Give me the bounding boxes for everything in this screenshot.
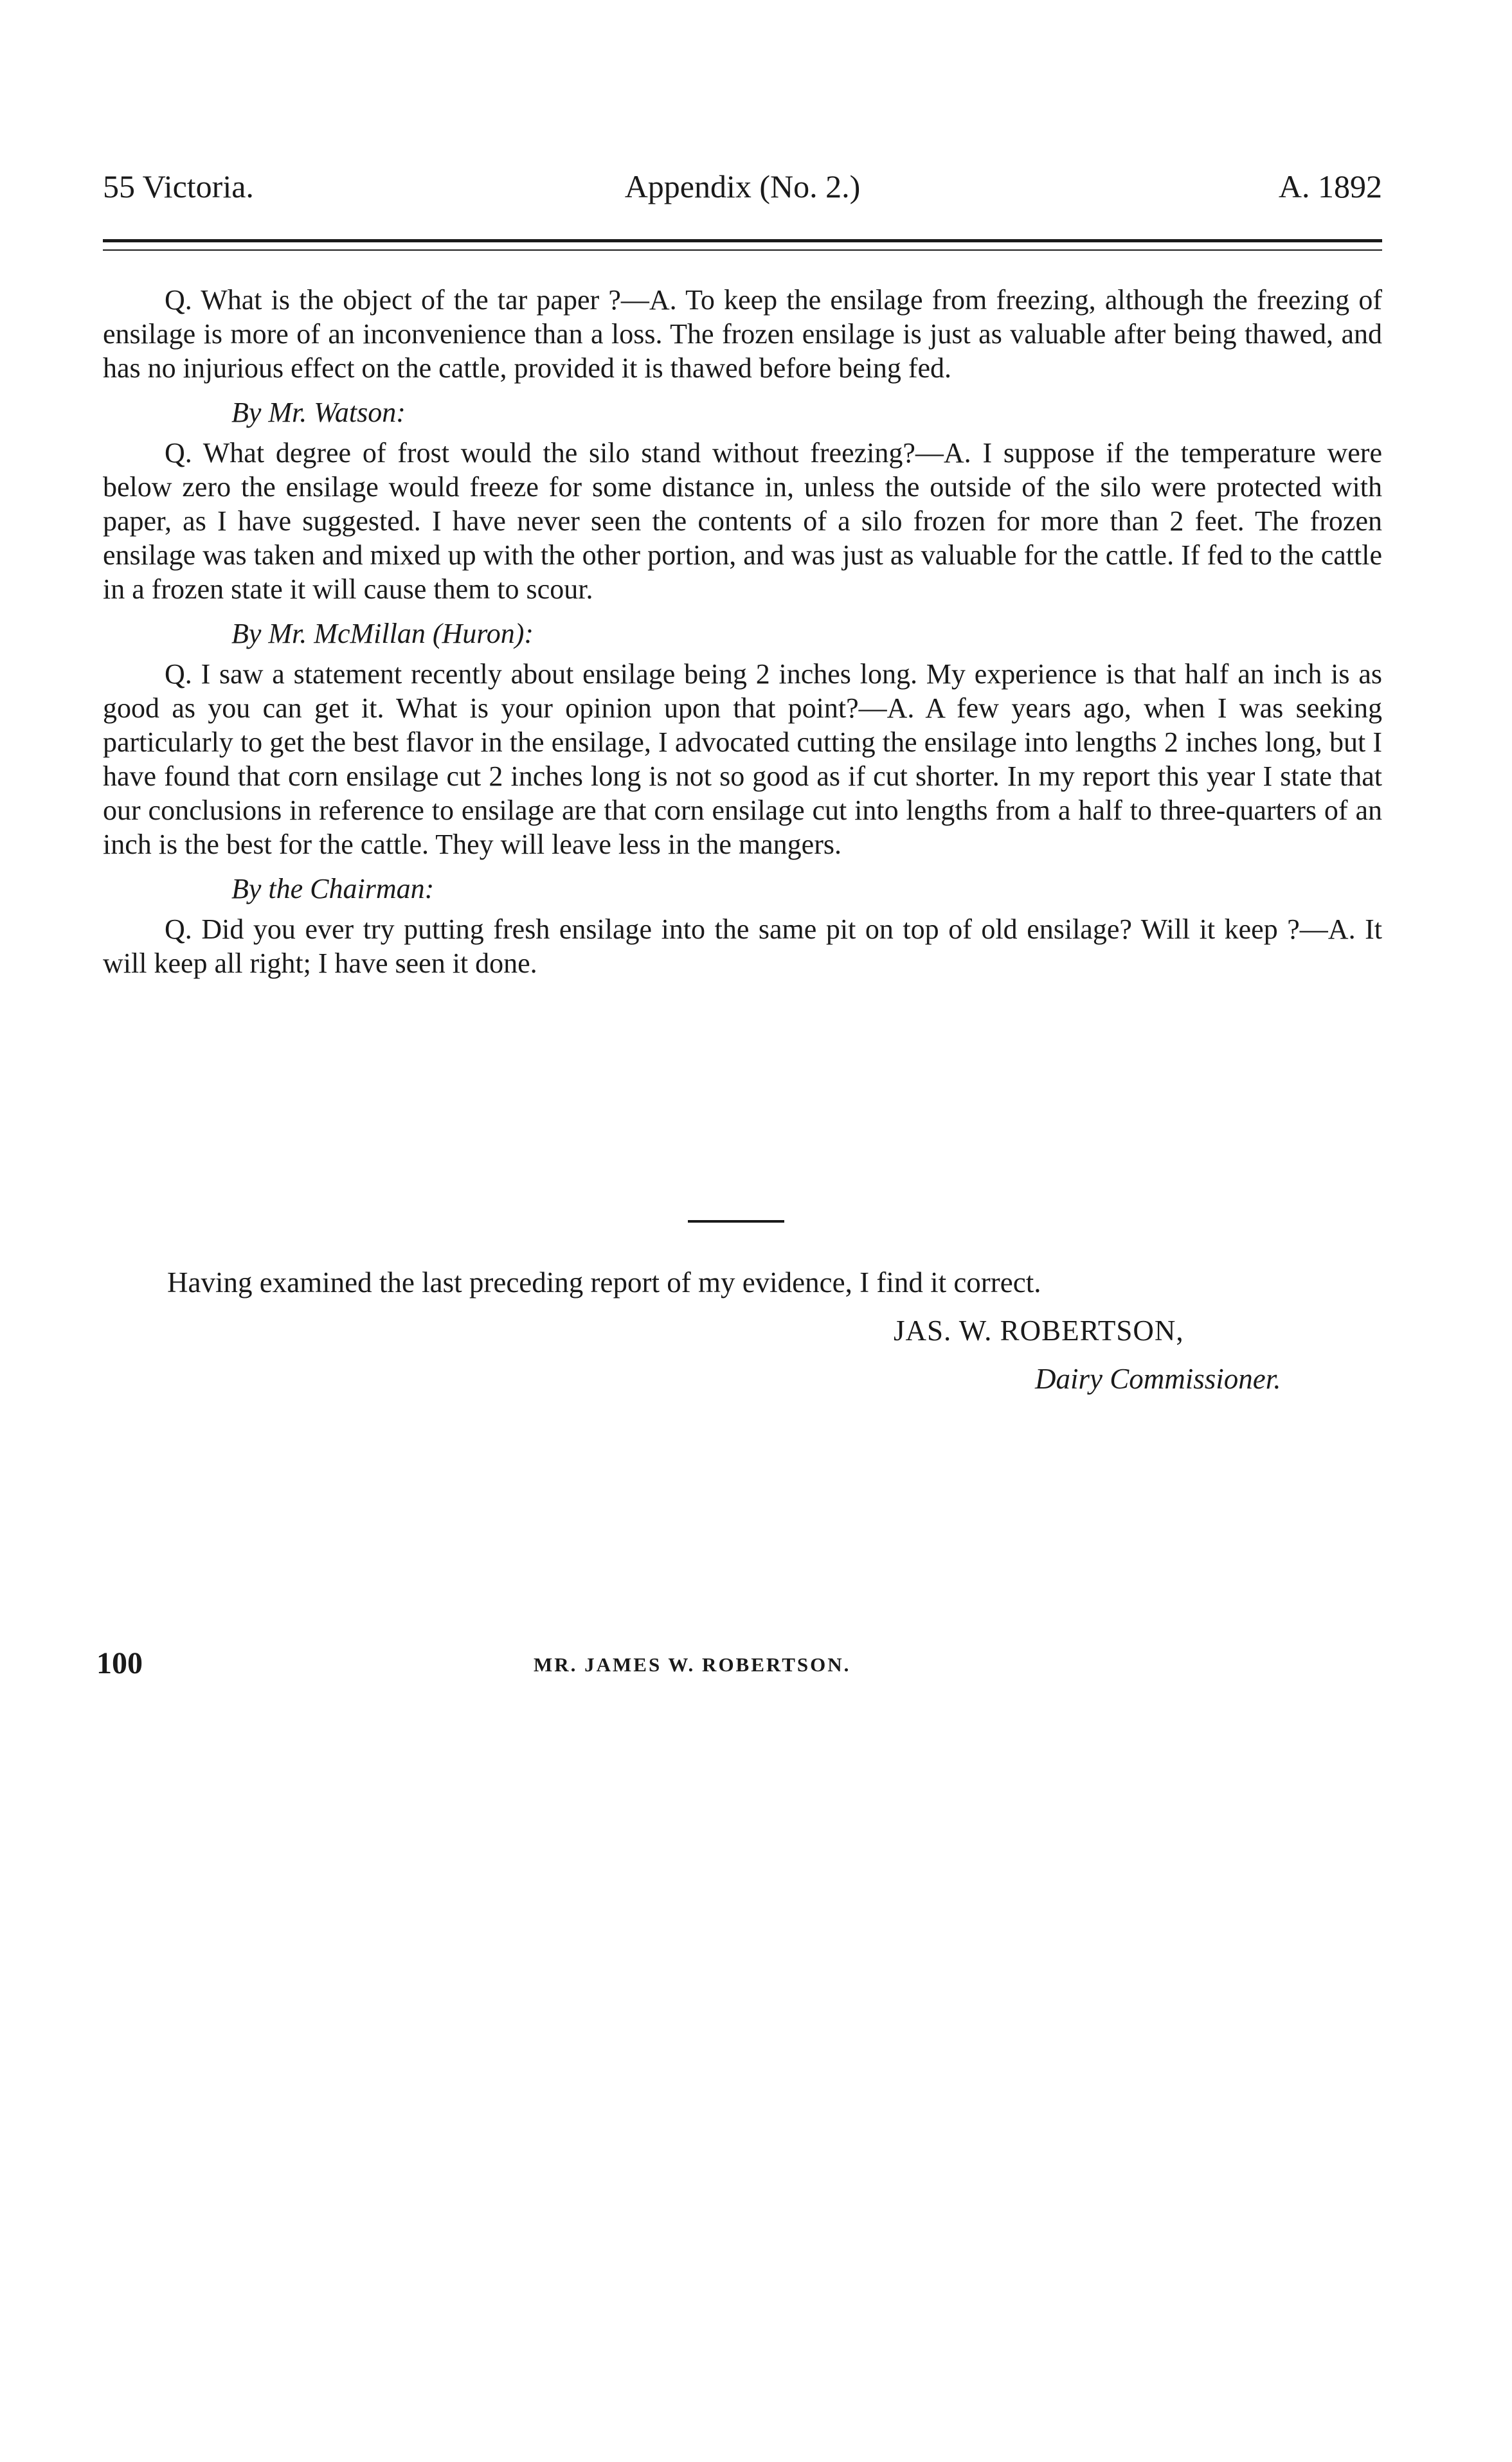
paragraph-ensilage-length: Q. I saw a statement recently about ensilage being 2 inches long. My experience is that half an inch is as good as you can get it. What is your opinion upon that point?—A. A few years ago, when I was seeking particularly to get the best flavor in the ensilage, I advocated cutting the ensilage into lengths 2 inches long, but I have found that corn ensilage cut 2 inches long is not so good as if cut shorter. In my report this year I state that our conclusions in reference to ensilage are that corn ensilage cut into lengths from a half to three-quarters of an inch is the best for the cattle. They will leave less in the mangers.: [103, 658, 1382, 860]
byline-watson: By Mr. Watson:: [231, 397, 406, 428]
section-divider: [688, 1220, 784, 1223]
page-header: [103, 164, 1382, 209]
paragraph-tar-paper: Q. What is the object of the tar paper ?—A. To keep the ensilage from freezing, although the freezing of ensilage is more of an inconvenience than a loss. The frozen ensilage is just as valuable after being thawed, and has no injurious effect on the cattle, provided it is thawed before being fed.: [103, 284, 1382, 384]
testimony-body: [103, 283, 1382, 980]
byline-mcmillan: By Mr. McMillan (Huron):: [231, 618, 534, 649]
header-regnal-year: 55 Victoria.: [103, 168, 254, 204]
signature-name: JAS. W. ROBERTSON,: [894, 1315, 1184, 1347]
header-rule-thick: [103, 239, 1382, 242]
running-title: MR. JAMES W. ROBERTSON.: [534, 1653, 851, 1676]
signature-title: Dairy Commissioner.: [1035, 1363, 1281, 1395]
byline-chairman: By the Chairman:: [231, 873, 435, 904]
header-year: A. 1892: [1278, 168, 1382, 204]
paragraph-fresh-ensilage: Q. Did you ever try putting fresh ensilage into the same pit on top of old ensilage? Will it keep ?—A. It will keep all right; I have seen it done.: [103, 913, 1382, 979]
attestation-statement: Having examined the last preceding report of my evidence, I find it correct.: [167, 1266, 1041, 1298]
header-rule-thin: [103, 249, 1382, 251]
paragraph-frost: Q. What degree of frost would the silo stand without freezing?—A. I suppose if the temperature were below zero the ensilage would freeze for some distance in, unless the outside of the silo were protected with paper, as I have suggested. I have never seen the contents of a silo frozen for more than 2 feet. The frozen ensilage was taken and mixed up with the other portion, and was just as valuable for the cattle. If fed to the cattle in a frozen state it will cause them to scour.: [103, 437, 1382, 605]
page-number: 100: [96, 1646, 143, 1680]
header-appendix: Appendix (No. 2.): [624, 168, 861, 204]
